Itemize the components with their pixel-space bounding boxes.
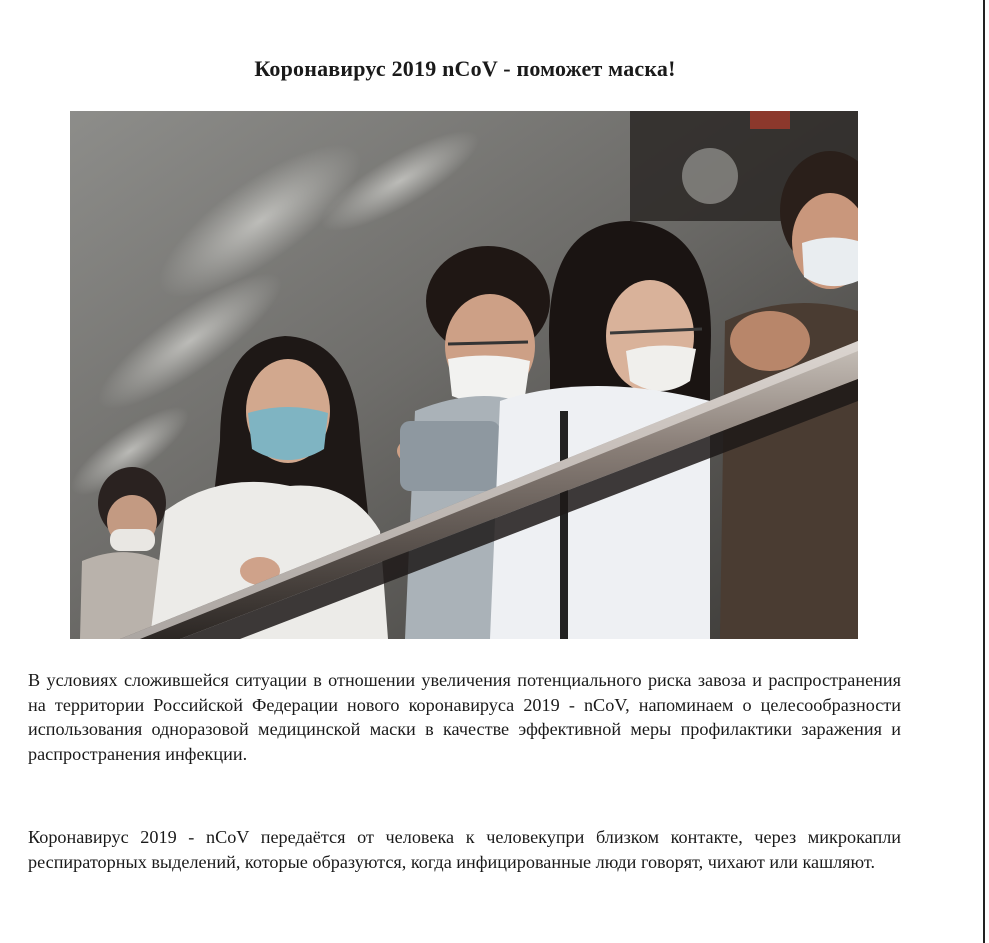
page-border [983,0,985,943]
escalator-photo [70,111,858,639]
paragraph-transmission-info: Коронавирус 2019 - nCoV передаётся от человека к человекупри близком контакте, через микрокапли респираторных выделений, которые образуются, когда инфицированные люди говорят, чихают или кашляют. [28,827,901,872]
masked-people-illustration [70,111,858,639]
page-title: Коронавирус 2019 nCoV - поможет маска! [254,56,676,81]
paragraph-mask-recommendation: В условиях сложившейся ситуации в отношении увеличения потенциального риска завоза и распространения на территории Российской Федерации нового коронавируса 2019 - nCoV, напоминаем о целесообразности использования одноразовой медицинской маски в качестве эффективной меры профилактики заражения и распространения инфекции. [28,670,901,764]
